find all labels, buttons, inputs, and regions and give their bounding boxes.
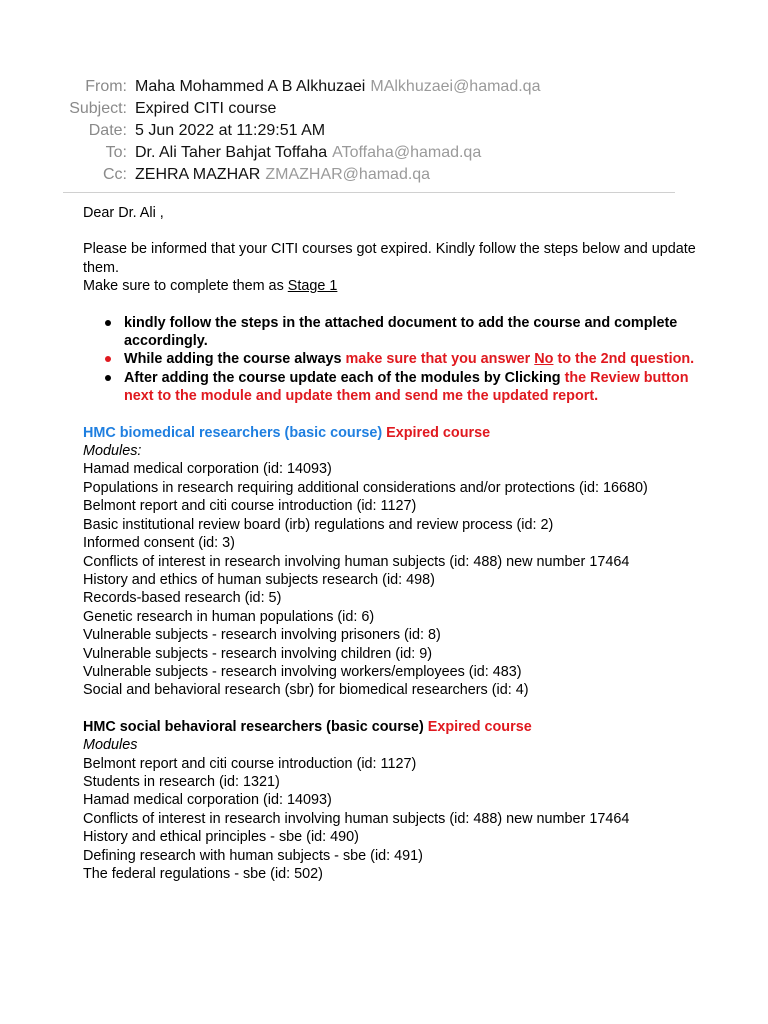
subject-label: Subject:	[69, 100, 127, 117]
instructions-list	[83, 314, 703, 406]
bullet2-black: While adding the course always	[124, 351, 346, 368]
date-text: 5 Jun 2022 at 11:29:51 AM	[135, 122, 326, 139]
course2-status: Expired course	[423, 718, 532, 735]
bullet2-no: No	[534, 351, 554, 368]
from-email[interactable]: MAlkhuzaei@hamad.qa	[370, 78, 541, 95]
list-item: Genetic research in human populations (id: 6)	[83, 608, 375, 625]
intro-paragraph: Please be informed that your CITI courses got expired. Kindly follow the steps below and update them.	[83, 241, 696, 276]
course1-title: HMC biomedical researchers (basic course)	[83, 424, 383, 441]
bullet3-black: After adding the course update each of the modules by Clicking	[124, 369, 565, 386]
list-item: Students in research (id: 1321)	[83, 773, 280, 790]
to-email[interactable]: AToffaha@hamad.qa	[332, 144, 482, 161]
list-item: Vulnerable subjects - research involving workers/employees (id: 483)	[83, 663, 522, 680]
course1-modules-label: Modules:	[83, 443, 142, 460]
date-label: Date:	[88, 122, 127, 139]
header-divider	[63, 192, 675, 193]
email-header	[0, 76, 700, 186]
list-item: Basic institutional review board (irb) regulations and review process (id: 2)	[83, 516, 554, 533]
list-item: Vulnerable subjects - research involving children (id: 9)	[83, 645, 433, 662]
course1-heading	[83, 424, 703, 442]
course2-modules-label: Modules	[83, 737, 138, 754]
to-row	[0, 142, 700, 164]
bullet-icon	[105, 320, 111, 326]
list-item: Social and behavioral research (sbr) for biomedical researchers (id: 4)	[83, 682, 529, 699]
subject-row	[0, 98, 700, 120]
stage-prefix: Make sure to complete them as	[83, 278, 288, 295]
list-item: Hamad medical corporation (id: 14093)	[83, 461, 332, 478]
from-label: From:	[85, 78, 127, 95]
list-item: Hamad medical corporation (id: 14093)	[83, 792, 332, 809]
bullet3-red: the Review button next to the module and update them and send me the updated report.	[124, 369, 689, 405]
list-item: Belmont report and citi course introduction (id: 1127)	[83, 498, 417, 515]
list-item: The federal regulations - sbe (id: 502)	[83, 866, 323, 882]
course1-modules	[83, 460, 703, 699]
list-item: Informed consent (id: 3)	[83, 535, 235, 552]
list-item	[83, 350, 703, 368]
cc-row	[0, 164, 700, 186]
list-item: Populations in research requiring additional considerations and/or protections (id: 16680)	[83, 479, 648, 496]
cc-email[interactable]: ZMAZHAR@hamad.qa	[265, 166, 431, 183]
course2-heading	[83, 718, 703, 736]
cc-name: ZEHRA MAZHAR	[135, 166, 261, 183]
list-item: Defining research with human subjects - sbe (id: 491)	[83, 847, 423, 864]
list-item: History and ethics of human subjects research (id: 498)	[83, 571, 435, 588]
to-name: Dr. Ali Taher Bahjat Toffaha	[135, 144, 328, 161]
list-item	[83, 369, 703, 406]
greeting: Dear Dr. Ali ,	[83, 205, 164, 221]
stage-line	[83, 277, 703, 295]
from-row	[0, 76, 700, 98]
from-name: Maha Mohammed A B Alkhuzaei	[135, 78, 366, 95]
bullet1-end: .	[203, 333, 208, 350]
to-label: To:	[105, 144, 127, 161]
bullet2-red2: to the 2nd question.	[553, 351, 695, 368]
list-item: Conflicts of interest in research involving human subjects (id: 488) new number 17464	[83, 810, 630, 827]
list-item: Conflicts of interest in research involving human subjects (id: 488) new number 17464	[83, 553, 630, 570]
list-item: Vulnerable subjects - research involving prisoners (id: 8)	[83, 627, 441, 644]
course1-status: Expired course	[382, 424, 491, 441]
course2-title: HMC social behavioral researchers (basic course)	[83, 718, 424, 735]
list-item: Belmont report and citi course introduction (id: 1127)	[83, 755, 417, 772]
bullet-icon	[105, 356, 111, 362]
list-item	[83, 314, 703, 351]
bullet-icon	[105, 375, 111, 381]
email-body	[83, 204, 703, 883]
list-item: Records-based research (id: 5)	[83, 590, 282, 607]
cc-label: Cc:	[103, 166, 127, 183]
stage-link: Stage 1	[287, 278, 338, 295]
subject-text: Expired CITI course	[135, 100, 277, 117]
bullet2-red1: make sure that you answer	[345, 351, 535, 368]
bullet1-text: kindly follow the steps in the attached document to add the course and complete accordingly	[124, 314, 678, 350]
course2-modules	[83, 755, 703, 884]
date-row	[0, 120, 700, 142]
list-item: History and ethical principles - sbe (id: 490)	[83, 829, 359, 846]
